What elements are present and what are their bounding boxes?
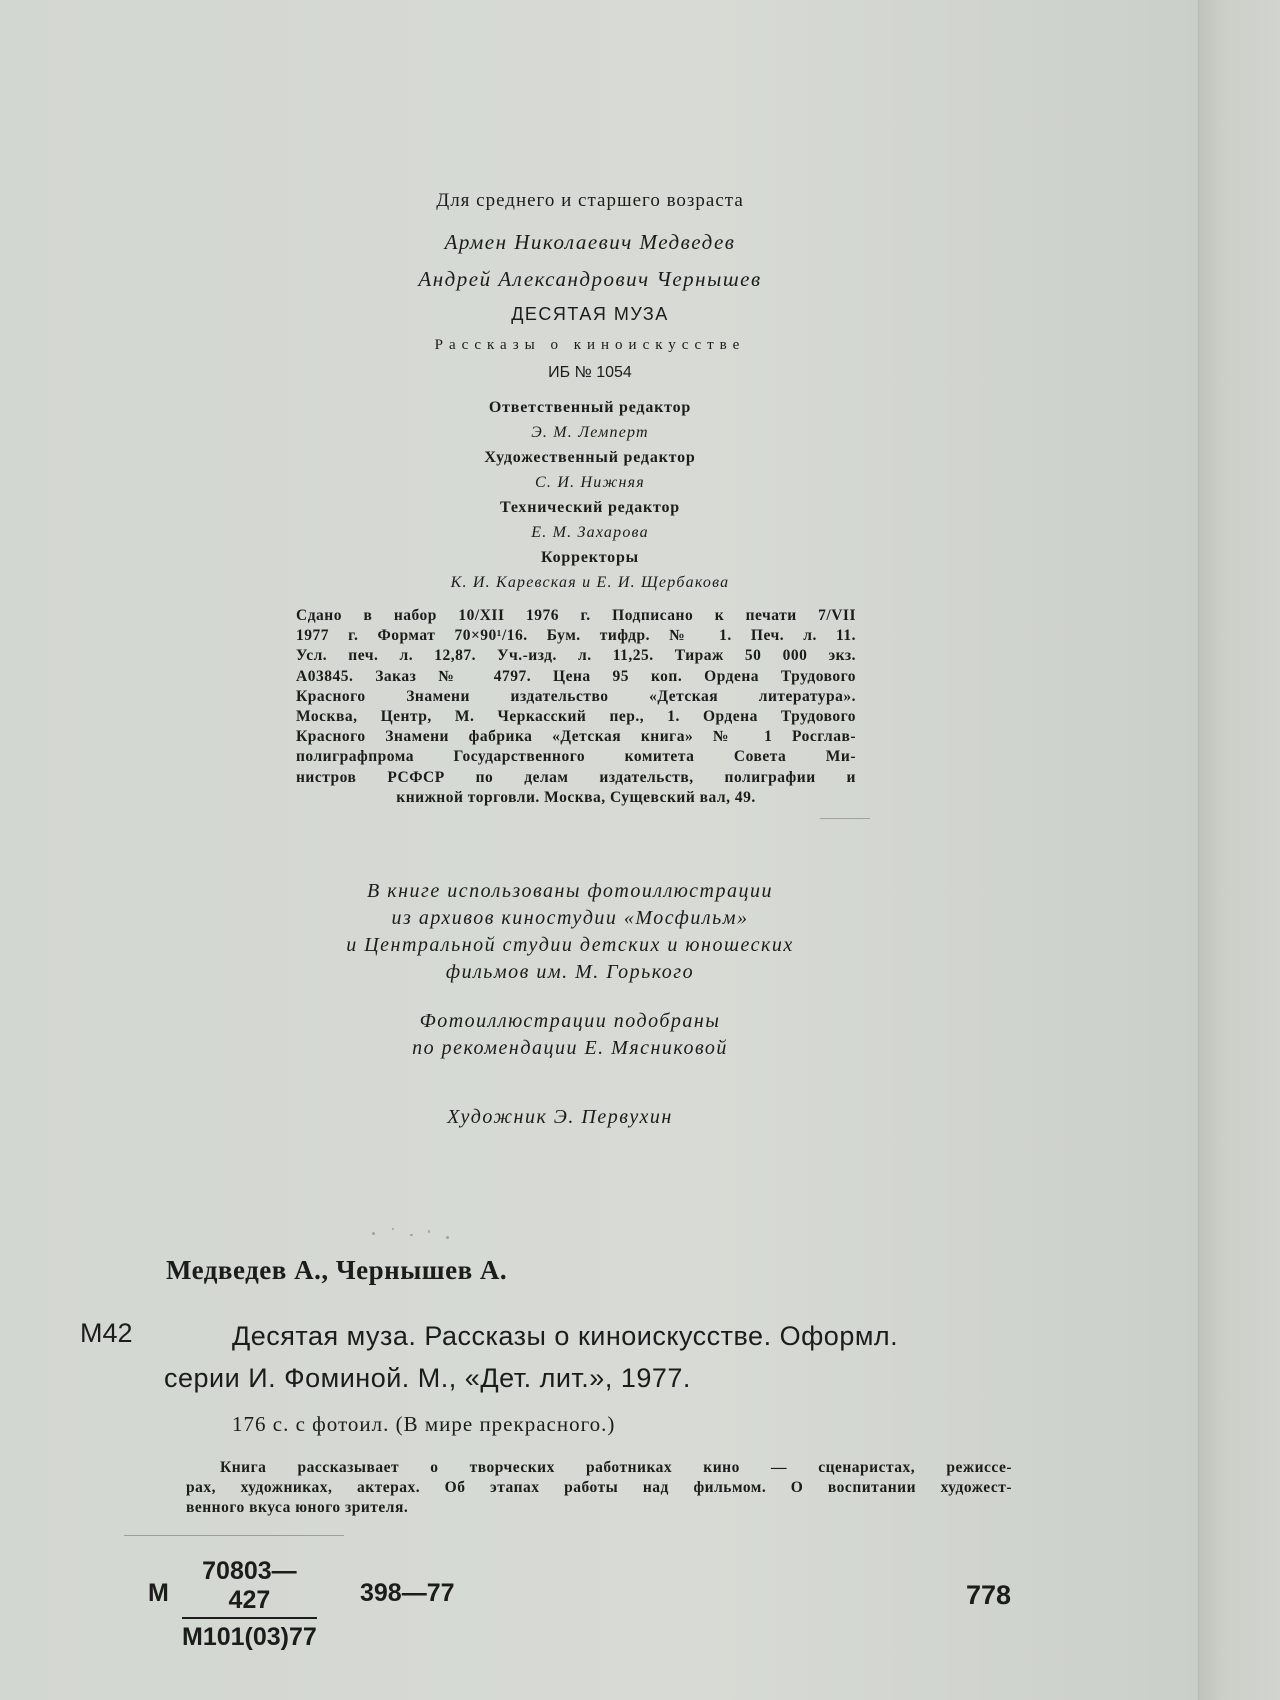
author-name: Армен Николаевич Медведев [444,230,736,254]
book-subtitle: Рассказы о киноискусстве [434,337,746,353]
print-speck [392,1228,394,1230]
artist-credit [390,1106,730,1129]
catalog-pages: 176 с. с фотоил. (В мире прекрасного.) [232,1412,616,1436]
catalog-desc-line: Десятая муза. Рассказы о киноискусстве. Оформл. [232,1321,899,1351]
editor-name: С. И. Нижняя [535,474,645,491]
order-number: 778 [966,1580,1012,1610]
printing-line: Красного Знамени издательство «Детская литература». [296,687,856,705]
author-name: Андрей Александрович Чернышев [418,267,762,291]
annotation-line: венного вкуса юного зрителя. [186,1499,409,1516]
annotation-line: Книга рассказывает о творческих работниках кино — сценаристах, режиссе- [220,1459,1012,1476]
editor-role: Ответственный редактор [488,399,692,416]
printing-details [296,606,856,808]
bbk-letter: М [148,1579,169,1607]
catalog-authors: Медведев А., Чернышев А. [166,1255,508,1285]
book-title: ДЕСЯТАЯ МУЗА [511,304,669,324]
editor-name: Е. М. Захарова [531,524,649,541]
book-annotation [186,1458,1012,1518]
catalog-desc-line: серии И. Фоминой. М., «Дет. лит.», 1977. [164,1363,691,1393]
ib-number: ИБ № 1054 [548,364,632,381]
printing-line: Усл. печ. л. 12,87. Уч.-изд. л. 11,25. Тираж 50 000 экз. [296,647,856,665]
printing-line: Москва, Центр, М. Черкасский пер., 1. Ордена Трудового [296,708,856,726]
bbk-fraction [182,1557,317,1652]
divider [820,818,870,819]
bbk-numerator: 70803—427 [182,1557,317,1619]
editor-role: Художественный редактор [484,449,696,466]
catalog-index: М42 [80,1318,133,1348]
photo-credits [260,878,880,986]
print-speck [372,1232,375,1235]
editor-name: К. И. Каревская и Е. И. Щербакова [450,574,730,591]
photo-selection-credit [330,1008,810,1062]
printing-line: нистров РСФСР по делам издательств, полиграфии и [296,768,856,786]
credit-line: В книге использованы фотоиллюстрации [367,880,773,902]
catalog-description [164,1315,899,1399]
editor-name: Э. М. Лемперт [531,424,649,441]
printing-line: книжной торговли. Москва, Сущевский вал, 49. [396,788,756,806]
printing-line: Красного Знамени фабрика «Детская книга» № 1 Росглав- [296,728,856,746]
credit-line: из архивов киностудии «Мосфильм» [391,907,749,929]
print-speck [428,1230,430,1233]
print-speck [410,1234,413,1236]
credit-line: Фотоиллюстрации подобраны [419,1010,721,1032]
imprint-block [330,190,850,596]
credit-line: фильмов им. М. Горького [445,961,695,983]
editor-role: Корректоры [541,549,639,566]
divider [124,1535,344,1536]
annotation-line: рах, художниках, актерах. Об этапах работы над фильмом. О воспитании художест- [186,1479,1012,1496]
age-note: Для среднего и старшего возраста [436,190,744,211]
page-edge [1198,0,1280,1700]
credit-line: и Центральной студии детских и юношеских [346,934,794,956]
printing-line: А03845. Заказ № 4797. Цена 95 коп. Ордена Трудового [296,667,856,685]
printing-line: полиграфпрома Государственного комитета Совета Ми- [296,748,856,766]
editor-role: Технический редактор [499,499,680,516]
print-speck [446,1236,449,1239]
printing-line: Сдано в набор 10/XII 1976 г. Подписано к печати 7/VII [296,607,856,624]
bbk-code: 398—77 [360,1579,455,1607]
printing-line: 1977 г. Формат 70×90¹/16. Бум. тифдр. № 1. Печ. л. 11. [296,627,856,645]
credit-line: Художник Э. Первухин [447,1106,673,1128]
credit-line: по рекомендации Е. Мясниковой [412,1037,728,1059]
bbk-denominator: М101(03)77 [182,1623,317,1651]
